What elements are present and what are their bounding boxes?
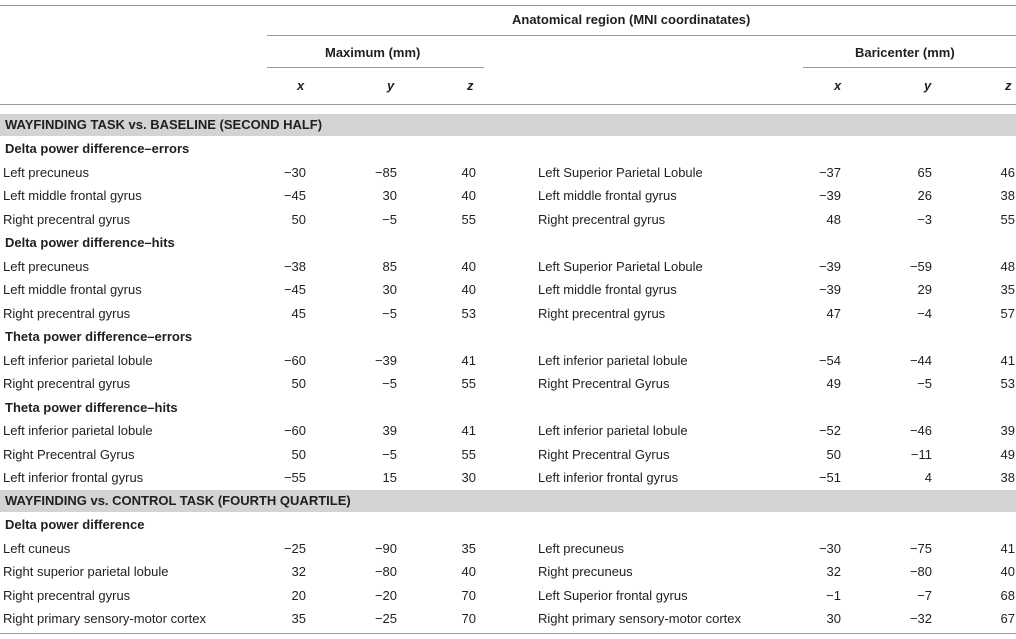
table-row <box>0 255 1016 278</box>
cell-bar-x: −54 <box>818 352 841 368</box>
cell-bar-region: Right precentral gyrus <box>538 305 666 321</box>
cell-bar-y: −11 <box>910 446 932 462</box>
cell-bar-z: 68 <box>1000 587 1015 603</box>
table-row <box>0 560 1016 583</box>
cell-bar-y: −3 <box>917 211 932 227</box>
cell-bar-y: 26 <box>917 188 932 203</box>
cell-max-x: −45 <box>283 188 306 203</box>
cell-bar-x: 48 <box>826 211 841 227</box>
cell-bar-region: Left Superior frontal gyrus <box>538 587 688 603</box>
header-maximum: Maximum (mm) <box>325 45 421 60</box>
cell-bar-region: Right primary sensory-motor cortex <box>538 611 741 626</box>
header-bar-z: z <box>1005 78 1012 93</box>
cell-max-z: 70 <box>461 587 476 603</box>
section-title: WAYFINDING TASK vs. BASELINE (SECOND HALF) <box>5 117 323 132</box>
cell-max-z: 35 <box>461 540 476 556</box>
cell-max-x: −60 <box>283 352 306 368</box>
cell-bar-z: 35 <box>1000 282 1015 297</box>
table-row <box>0 208 1016 231</box>
cell-bar-x: 49 <box>826 376 841 391</box>
cell-max-y: −5 <box>382 446 397 462</box>
cell-max-x: −25 <box>283 540 306 556</box>
cell-bar-x: −51 <box>818 470 841 485</box>
cell-bar-x: −39 <box>818 282 841 297</box>
table-row <box>0 161 1016 184</box>
table-row <box>0 537 1016 560</box>
cell-max-y: 30 <box>382 282 397 297</box>
cell-bar-y: −80 <box>909 564 932 579</box>
cell-max-region: Right precentral gyrus <box>3 587 131 603</box>
cell-max-region: Left cuneus <box>3 540 71 556</box>
cell-max-z: 55 <box>461 211 476 227</box>
cell-max-x: 50 <box>291 446 306 462</box>
group-title: Delta power difference <box>5 517 145 532</box>
cell-max-y: −25 <box>374 611 397 626</box>
cell-max-x: 35 <box>291 611 306 626</box>
cell-max-z: 40 <box>461 564 476 579</box>
cell-max-y: −90 <box>374 540 397 556</box>
cell-max-z: 55 <box>461 446 476 462</box>
cell-max-z: 55 <box>461 376 476 391</box>
header-bar-x: x <box>834 78 842 93</box>
cell-max-y: −5 <box>382 305 397 321</box>
cell-bar-region: Right Precentral Gyrus <box>538 376 670 391</box>
cell-bar-y: −59 <box>909 258 932 274</box>
table-row <box>0 443 1016 466</box>
cell-bar-region: Left inferior frontal gyrus <box>538 470 679 485</box>
cell-max-z: 40 <box>461 164 476 180</box>
header-max-x: x <box>297 78 305 93</box>
cell-bar-z: 46 <box>1000 164 1015 180</box>
table-top-rule <box>0 5 1016 6</box>
table-row <box>0 419 1016 442</box>
cell-max-z: 40 <box>461 282 476 297</box>
cell-bar-z: 38 <box>1000 188 1015 203</box>
cell-max-z: 30 <box>461 470 476 485</box>
cell-bar-z: 40 <box>1000 564 1015 579</box>
header-bar-y: y <box>924 78 932 93</box>
cell-bar-z: 41 <box>1000 540 1015 556</box>
cell-bar-x: −30 <box>818 540 841 556</box>
cell-bar-x: 47 <box>826 305 841 321</box>
cell-max-y: 39 <box>382 423 397 438</box>
cell-bar-y: −44 <box>909 352 932 368</box>
cell-max-region: Right precentral gyrus <box>3 211 131 227</box>
cell-bar-region: Left precuneus <box>538 540 625 556</box>
cell-max-region: Left precuneus <box>3 164 90 180</box>
cell-bar-z: 57 <box>1000 305 1015 321</box>
cell-max-x: 20 <box>291 587 306 603</box>
cell-bar-x: −37 <box>818 164 841 180</box>
cell-max-region: Left precuneus <box>3 258 90 274</box>
cell-bar-z: 53 <box>1000 376 1015 391</box>
table-row <box>0 372 1016 395</box>
table-row <box>0 278 1016 301</box>
cell-bar-y: −75 <box>909 540 932 556</box>
cell-max-x: −38 <box>283 258 306 274</box>
section-band <box>0 490 1016 512</box>
group-title: Delta power difference–hits <box>5 235 175 250</box>
cell-bar-y: −7 <box>917 587 932 603</box>
cell-max-z: 53 <box>461 305 476 321</box>
table-bottom-rule <box>0 633 1016 634</box>
cell-bar-y: −5 <box>917 376 932 391</box>
cell-max-z: 41 <box>461 423 476 438</box>
cell-bar-y: −4 <box>917 305 932 321</box>
cell-bar-y: −46 <box>909 423 932 438</box>
cell-bar-x: 50 <box>826 446 841 462</box>
table-row <box>0 184 1016 207</box>
header-baricenter-rule <box>803 67 1016 68</box>
cell-bar-z: 49 <box>1000 446 1015 462</box>
table-row <box>0 607 1016 630</box>
cell-max-x: 32 <box>291 564 306 579</box>
cell-max-y: −80 <box>374 564 397 579</box>
header-anatomical-rule <box>267 35 1016 36</box>
cell-bar-z: 48 <box>1000 258 1015 274</box>
cell-max-x: −30 <box>283 164 306 180</box>
section-band <box>0 114 1016 136</box>
cell-max-y: −39 <box>374 352 397 368</box>
cell-max-y: −5 <box>382 376 397 391</box>
cell-max-z: 40 <box>461 188 476 203</box>
table-row <box>0 584 1016 607</box>
cell-max-x: −60 <box>283 423 306 438</box>
cell-bar-x: −52 <box>818 423 841 438</box>
cell-max-y: 30 <box>382 188 397 203</box>
table-row <box>0 349 1016 372</box>
cell-bar-x: 30 <box>826 611 841 626</box>
header-baricenter: Baricenter (mm) <box>855 45 955 60</box>
cell-max-region: Right Precentral Gyrus <box>3 446 135 462</box>
cell-bar-y: 65 <box>917 164 932 180</box>
cell-bar-y: 29 <box>917 282 932 297</box>
cell-max-region: Right precentral gyrus <box>3 305 131 321</box>
table-row <box>0 466 1016 489</box>
header-anatomical-region: Anatomical region (MNI coordinatates) <box>512 12 751 27</box>
cell-bar-region: Right Precentral Gyrus <box>538 446 670 462</box>
cell-max-region: Left inferior parietal lobule <box>3 352 153 368</box>
cell-bar-region: Right precuneus <box>538 564 633 579</box>
cell-bar-x: −39 <box>818 258 841 274</box>
group-title: Theta power difference–errors <box>5 329 193 344</box>
cell-max-z: 70 <box>461 611 476 626</box>
cell-max-region: Left inferior frontal gyrus <box>3 470 144 485</box>
cell-max-region: Right primary sensory-motor cortex <box>3 611 206 626</box>
cell-max-x: −45 <box>283 282 306 297</box>
group-title: Delta power difference–errors <box>5 141 190 156</box>
cell-max-region: Left middle frontal gyrus <box>3 188 142 203</box>
header-max-y: y <box>387 78 395 93</box>
cell-max-y: −85 <box>374 164 397 180</box>
cell-max-x: 45 <box>291 305 306 321</box>
cell-max-y: 85 <box>382 258 397 274</box>
cell-bar-z: 55 <box>1000 211 1015 227</box>
cell-bar-z: 41 <box>1000 352 1015 368</box>
cell-max-y: 15 <box>382 470 397 485</box>
table-row <box>0 302 1016 325</box>
cell-bar-region: Left inferior parietal lobule <box>538 352 688 368</box>
cell-bar-x: 32 <box>826 564 841 579</box>
cell-max-x: 50 <box>291 211 306 227</box>
cell-bar-z: 39 <box>1000 423 1015 438</box>
cell-max-region: Left middle frontal gyrus <box>3 282 142 297</box>
cell-bar-region: Right precentral gyrus <box>538 211 666 227</box>
cell-bar-y: 4 <box>924 470 932 485</box>
cell-max-y: −20 <box>374 587 397 603</box>
cell-bar-region: Left inferior parietal lobule <box>538 423 688 438</box>
header-bottom-rule <box>0 104 1016 105</box>
cell-bar-region: Left middle frontal gyrus <box>538 282 677 297</box>
cell-max-region: Left inferior parietal lobule <box>3 423 153 438</box>
section-title: WAYFINDING vs. CONTROL TASK (FOURTH QUARTILE) <box>5 493 351 508</box>
cell-bar-z: 38 <box>1000 470 1015 485</box>
cell-max-x: 50 <box>291 376 306 391</box>
cell-max-x: −55 <box>283 470 306 485</box>
cell-bar-z: 67 <box>1000 611 1015 626</box>
header-maximum-rule <box>267 67 484 68</box>
cell-bar-region: Left Superior Parietal Lobule <box>538 164 703 180</box>
cell-bar-y: −32 <box>909 611 932 626</box>
cell-max-z: 40 <box>461 258 476 274</box>
cell-max-region: Right superior parietal lobule <box>3 564 169 579</box>
cell-max-region: Right precentral gyrus <box>3 376 131 391</box>
group-title: Theta power difference–hits <box>5 399 178 415</box>
cell-max-z: 41 <box>461 352 476 368</box>
cell-bar-x: −39 <box>818 188 841 203</box>
cell-bar-region: Left Superior Parietal Lobule <box>538 258 703 274</box>
cell-bar-region: Left middle frontal gyrus <box>538 188 677 203</box>
header-max-z: z <box>467 78 474 93</box>
cell-max-y: −5 <box>382 211 397 227</box>
cell-bar-x: −1 <box>826 587 841 603</box>
